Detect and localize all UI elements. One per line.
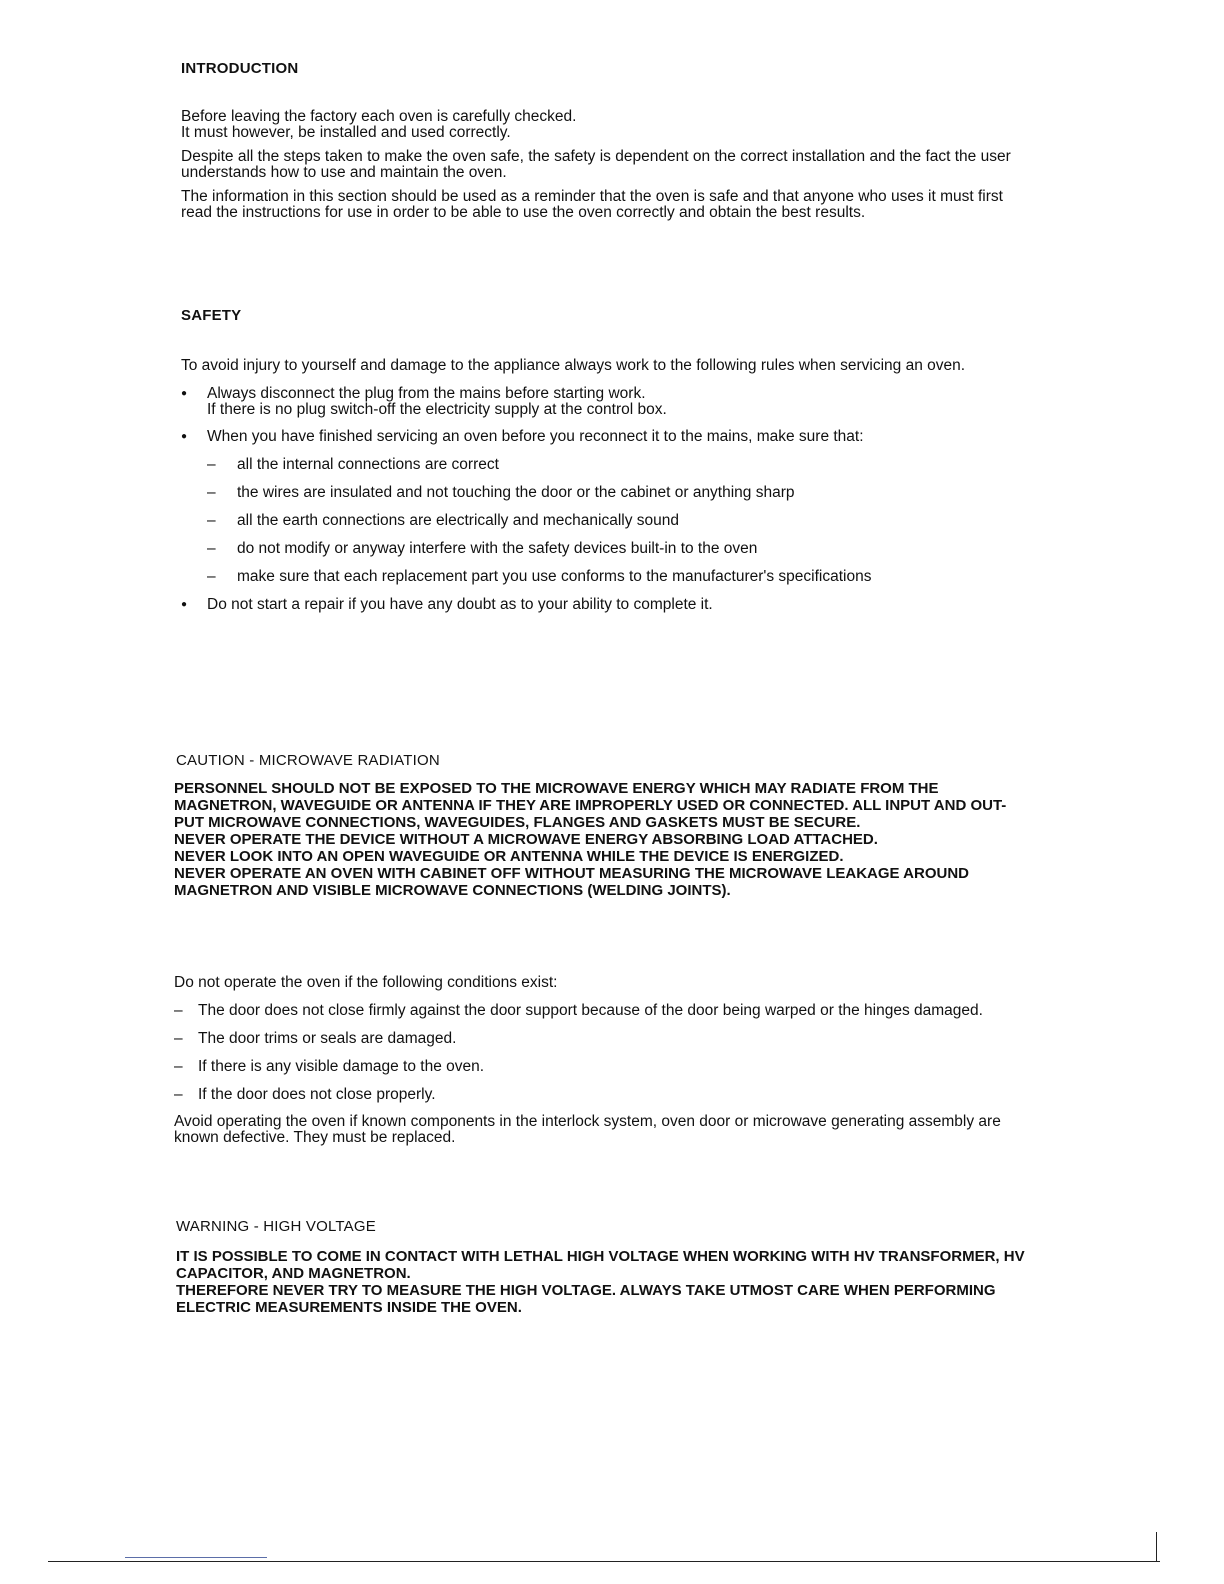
text-line: The information in this section should be used as a reminder that the oven is safe and that anyone who uses it must first — [181, 188, 1003, 205]
caution-line: PUT MICROWAVE CONNECTIONS, WAVEGUIDES, FLANGES AND GASKETS MUST BE SECURE. — [174, 814, 861, 831]
warning-line: THEREFORE NEVER TRY TO MEASURE THE HIGH VOLTAGE. ALWAYS TAKE UTMOST CARE WHEN PERFORMING — [176, 1282, 996, 1299]
safety-bullet-doubt: ● Do not start a repair if you have any doubt as to your ability to complete it. — [181, 597, 1081, 613]
caution-line: MAGNETRON AND VISIBLE MICROWAVE CONNECTIONS (WELDING JOINTS). — [174, 882, 731, 899]
introduction-body — [181, 109, 1101, 221]
warning-body — [176, 1248, 1090, 1316]
list-item: – the wires are insulated and not touching the door or the cabinet or anything sharp — [207, 485, 1081, 501]
caution-line: NEVER LOOK INTO AN OPEN WAVEGUIDE OR ANTENNA WHILE THE DEVICE IS ENERGIZED. — [174, 848, 844, 865]
caution-body — [174, 780, 1090, 899]
text-line: Despite all the steps taken to make the oven safe, the safety is dependent on the correct installation and the fact the user — [181, 148, 1011, 165]
footer-corner-tick — [1156, 1532, 1157, 1562]
conditions-intro: Do not operate the oven if the following conditions exist: — [174, 974, 558, 991]
text-line: ● Always disconnect the plug from the mains before starting work. — [207, 385, 646, 402]
list-item: – make sure that each replacement part you use conforms to the manufacturer's specifications — [207, 569, 1081, 585]
introduction-paragraph-1 — [181, 109, 1101, 141]
conditions-closing — [174, 1114, 1104, 1146]
footer-rule — [48, 1561, 1160, 1562]
caution-line: MAGNETRON, WAVEGUIDE OR ANTENNA IF THEY ARE IMPROPERLY USED OR CONNECTED. ALL INPUT AND OUT- — [174, 797, 1007, 814]
safety-intro: To avoid injury to yourself and damage to the appliance always work to the following rules when servicing an oven. — [181, 357, 966, 374]
safety-bullet-reconnect — [181, 429, 1081, 585]
caution-line: NEVER OPERATE AN OVEN WITH CABINET OFF WITHOUT MEASURING THE MICROWAVE LEAKAGE AROUND — [174, 865, 969, 882]
reconnect-checklist — [207, 457, 1081, 585]
text-line: If there is no plug switch-off the electricity supply at the control box. — [207, 401, 667, 418]
list-item: – The door does not close firmly against the door support because of the door being warped or the hinges damaged. — [174, 1003, 1104, 1019]
safety-bullet-list — [181, 386, 1081, 613]
text-line: Avoid operating the oven if known components in the interlock system, oven door or microwave generating assembly are — [174, 1113, 1001, 1130]
caution-line: PERSONNEL SHOULD NOT BE EXPOSED TO THE MICROWAVE ENERGY WHICH MAY RADIATE FROM THE — [174, 780, 939, 797]
safety-rules — [181, 386, 1081, 624]
text-line: known defective. They must be replaced. — [174, 1129, 456, 1146]
warning-line: CAPACITOR, AND MAGNETRON. — [176, 1265, 411, 1282]
text-line: understands how to use and maintain the oven. — [181, 164, 507, 181]
warning-heading: WARNING - HIGH VOLTAGE — [176, 1218, 376, 1235]
introduction-paragraph-3 — [181, 189, 1101, 221]
text-line: ● When you have finished servicing an oven before you reconnect it to the mains, make sure that: — [207, 428, 864, 445]
list-item: – do not modify or anyway interfere with the safety devices built-in to the oven — [207, 541, 1081, 557]
text-line: read the instructions for use in order to be able to use the oven correctly and obtain the best results. — [181, 204, 866, 221]
caution-line: NEVER OPERATE THE DEVICE WITHOUT A MICROWAVE ENERGY ABSORBING LOAD ATTACHED. — [174, 831, 878, 848]
text-line: It must however, be installed and used correctly. — [181, 124, 511, 141]
warning-line: ELECTRIC MEASUREMENTS INSIDE THE OVEN. — [176, 1299, 522, 1316]
text-line: Before leaving the factory each oven is carefully checked. — [181, 108, 577, 125]
safety-bullet-disconnect — [181, 386, 1081, 418]
conditions-list-wrap — [174, 1003, 1104, 1115]
list-item: – If the door does not close properly. — [174, 1087, 1104, 1103]
list-item: – all the earth connections are electrically and mechanically sound — [207, 513, 1081, 529]
caution-heading: CAUTION - MICROWAVE RADIATION — [176, 752, 440, 769]
introduction-heading: INTRODUCTION — [181, 60, 299, 77]
warning-line: IT IS POSSIBLE TO COME IN CONTACT WITH LETHAL HIGH VOLTAGE WHEN WORKING WITH HV TRANSFORMER, HV — [176, 1248, 1025, 1265]
list-item: – If there is any visible damage to the oven. — [174, 1059, 1104, 1075]
footer-accent-line — [125, 1557, 267, 1558]
list-item: – The door trims or seals are damaged. — [174, 1031, 1104, 1047]
list-item: – all the internal connections are correct — [207, 457, 1081, 473]
safety-heading: SAFETY — [181, 307, 242, 324]
conditions-list — [174, 1003, 1104, 1103]
introduction-paragraph-2 — [181, 149, 1101, 181]
